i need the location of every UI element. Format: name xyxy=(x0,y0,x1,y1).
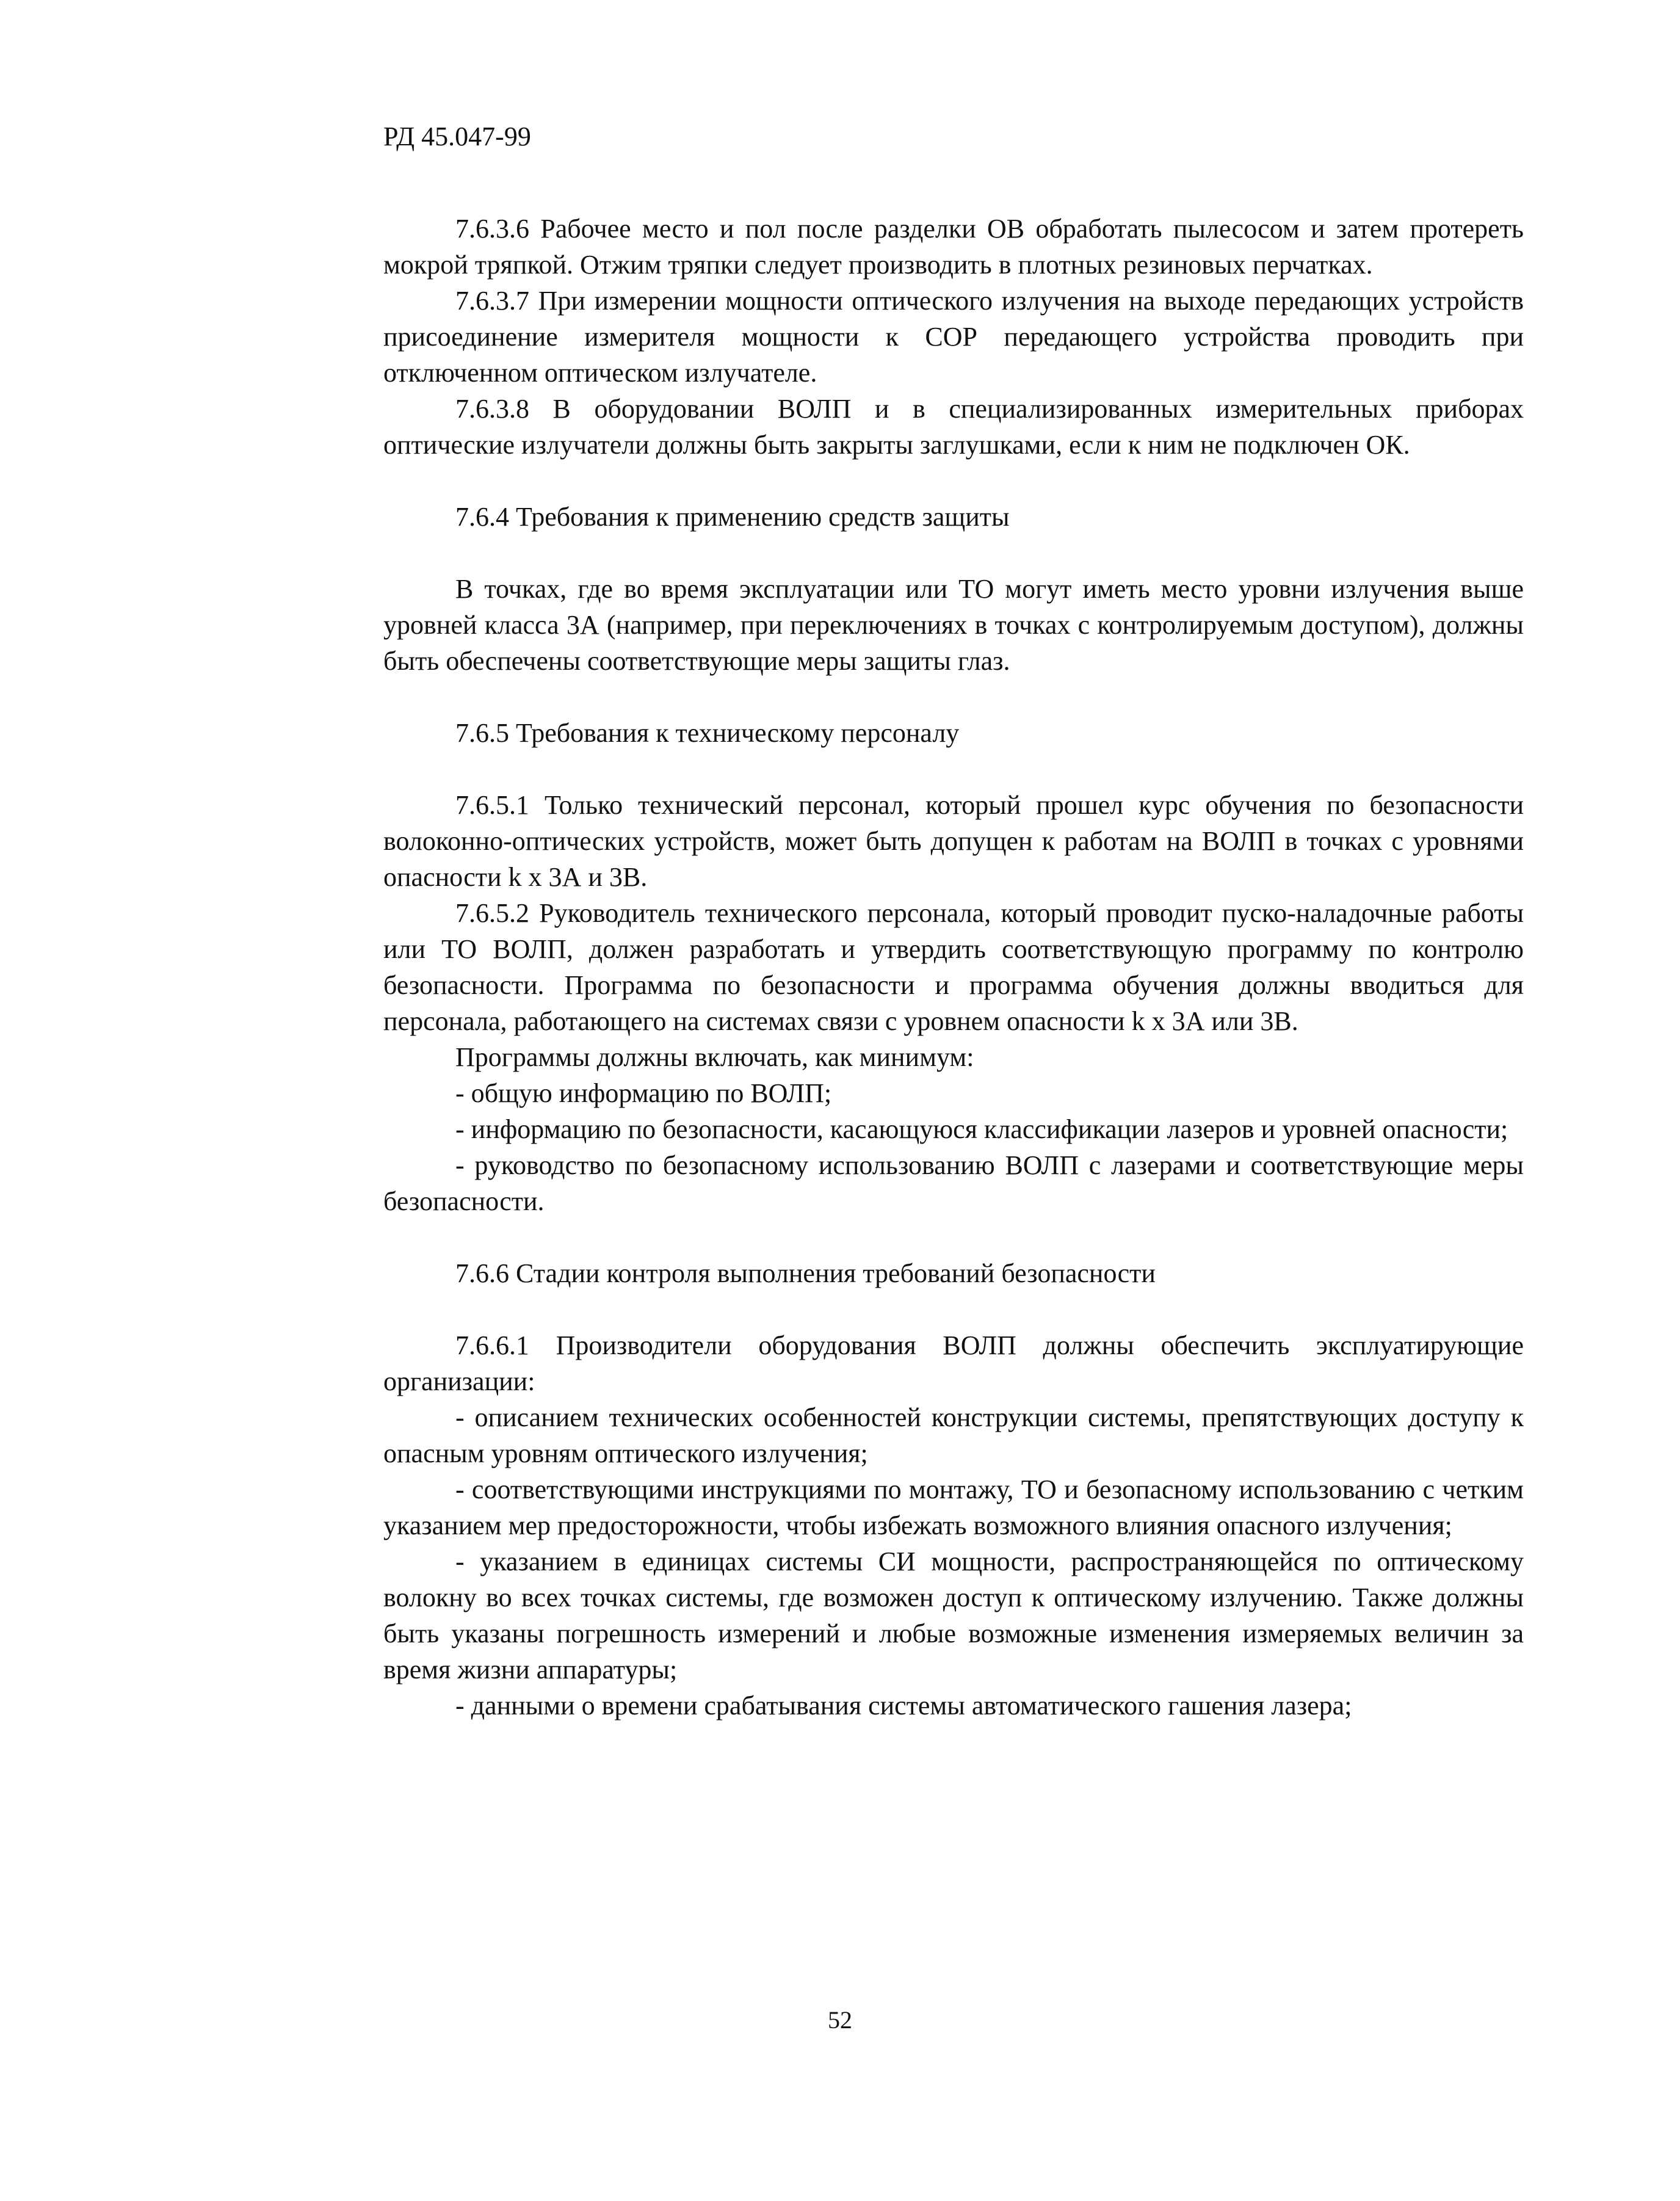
manufacturer-item-1: - описанием технических особенностей конструкции системы, препятствующих доступу к опасным уровням оптического излучения; xyxy=(383,1402,1524,1468)
paragraph-7-6-5-1: 7.6.5.1 Только технический персонал, который прошел курс обучения по безопасности волоконно-оптических устройств, может быть допущен к работам на ВОЛП в точках с уровнями опасности k x 3А и 3В. xyxy=(383,790,1524,892)
paragraph-7-6-3-8: 7.6.3.8 В оборудовании ВОЛП и в специализированных измерительных приборах оптические излучатели должны быть закрыты заглушками, если к ним не подключен ОК. xyxy=(383,394,1524,460)
manufacturer-item-4: - данными о времени срабатывания системы автоматического гашения лазера; xyxy=(455,1691,1352,1721)
paragraph-7-6-4: В точках, где во время эксплуатации или ТО могут иметь место уровни излучения выше уровней класса 3А (например, при переключениях в точках с контролируемым доступом), должны быть обеспечены соответствующие меры защиты глаз. xyxy=(383,574,1524,676)
manufacturer-item-3: - указанием в единицах системы СИ мощности, распространяющейся по оптическому волокну во всех точках системы, где возможен доступ к оптическому излучению. Также должны быть указаны погрешность измерений и любые возможные изменения измеряемых величин за время жизни аппаратуры; xyxy=(383,1547,1524,1684)
programs-intro: Программы должны включать, как минимум: xyxy=(455,1042,974,1072)
paragraph-7-6-5-2: 7.6.5.2 Руководитель технического персонала, который проводит пуско-наладочные работы или ТО ВОЛП, должен разработать и утвердить соответствующую программу по контролю безопасности. Программа по безопасности и программа обучения должны вводиться для персонала, работающего на системах связи с уровнем опасности k x 3А или 3В. xyxy=(383,898,1524,1036)
programs-item-2: - информацию по безопасности, касающуюся классификации лазеров и уровней опасности; xyxy=(455,1114,1508,1144)
section-heading-7-6-5: 7.6.5 Требования к техническому персоналу xyxy=(455,718,960,748)
paragraph-7-6-3-6: 7.6.3.6 Рабочее место и пол после разделки ОВ обработать пылесосом и затем протереть мокрой тряпкой. Отжим тряпки следует производить в плотных резиновых перчатках. xyxy=(383,214,1524,280)
section-heading-7-6-6: 7.6.6 Стадии контроля выполнения требований безопасности xyxy=(455,1258,1156,1288)
programs-item-3: - руководство по безопасному использованию ВОЛП с лазерами и соответствующие меры безопасности. xyxy=(383,1150,1524,1216)
manufacturer-item-2: - соответствующими инструкциями по монтажу, ТО и безопасному использованию с четким указанием мер предосторожности, чтобы избежать возможного влияния опасного излучения; xyxy=(383,1474,1524,1540)
programs-item-1: - общую информацию по ВОЛП; xyxy=(455,1078,832,1108)
paragraph-7-6-6-1: 7.6.6.1 Производители оборудования ВОЛП должны обеспечить эксплуатирующие организации: xyxy=(383,1330,1524,1396)
document-body xyxy=(383,211,1524,1724)
section-heading-7-6-4: 7.6.4 Требования к применению средств защиты xyxy=(455,502,1010,532)
document-code-header: РД 45.047-99 xyxy=(383,121,531,151)
paragraph-7-6-3-7: 7.6.3.7 При измерении мощности оптического излучения на выходе передающих устройств присоединение измерителя мощности к СОР передающего устройства проводить при отключенном оптическом излучателе. xyxy=(383,286,1524,388)
page-number: 52 xyxy=(828,2006,852,2034)
